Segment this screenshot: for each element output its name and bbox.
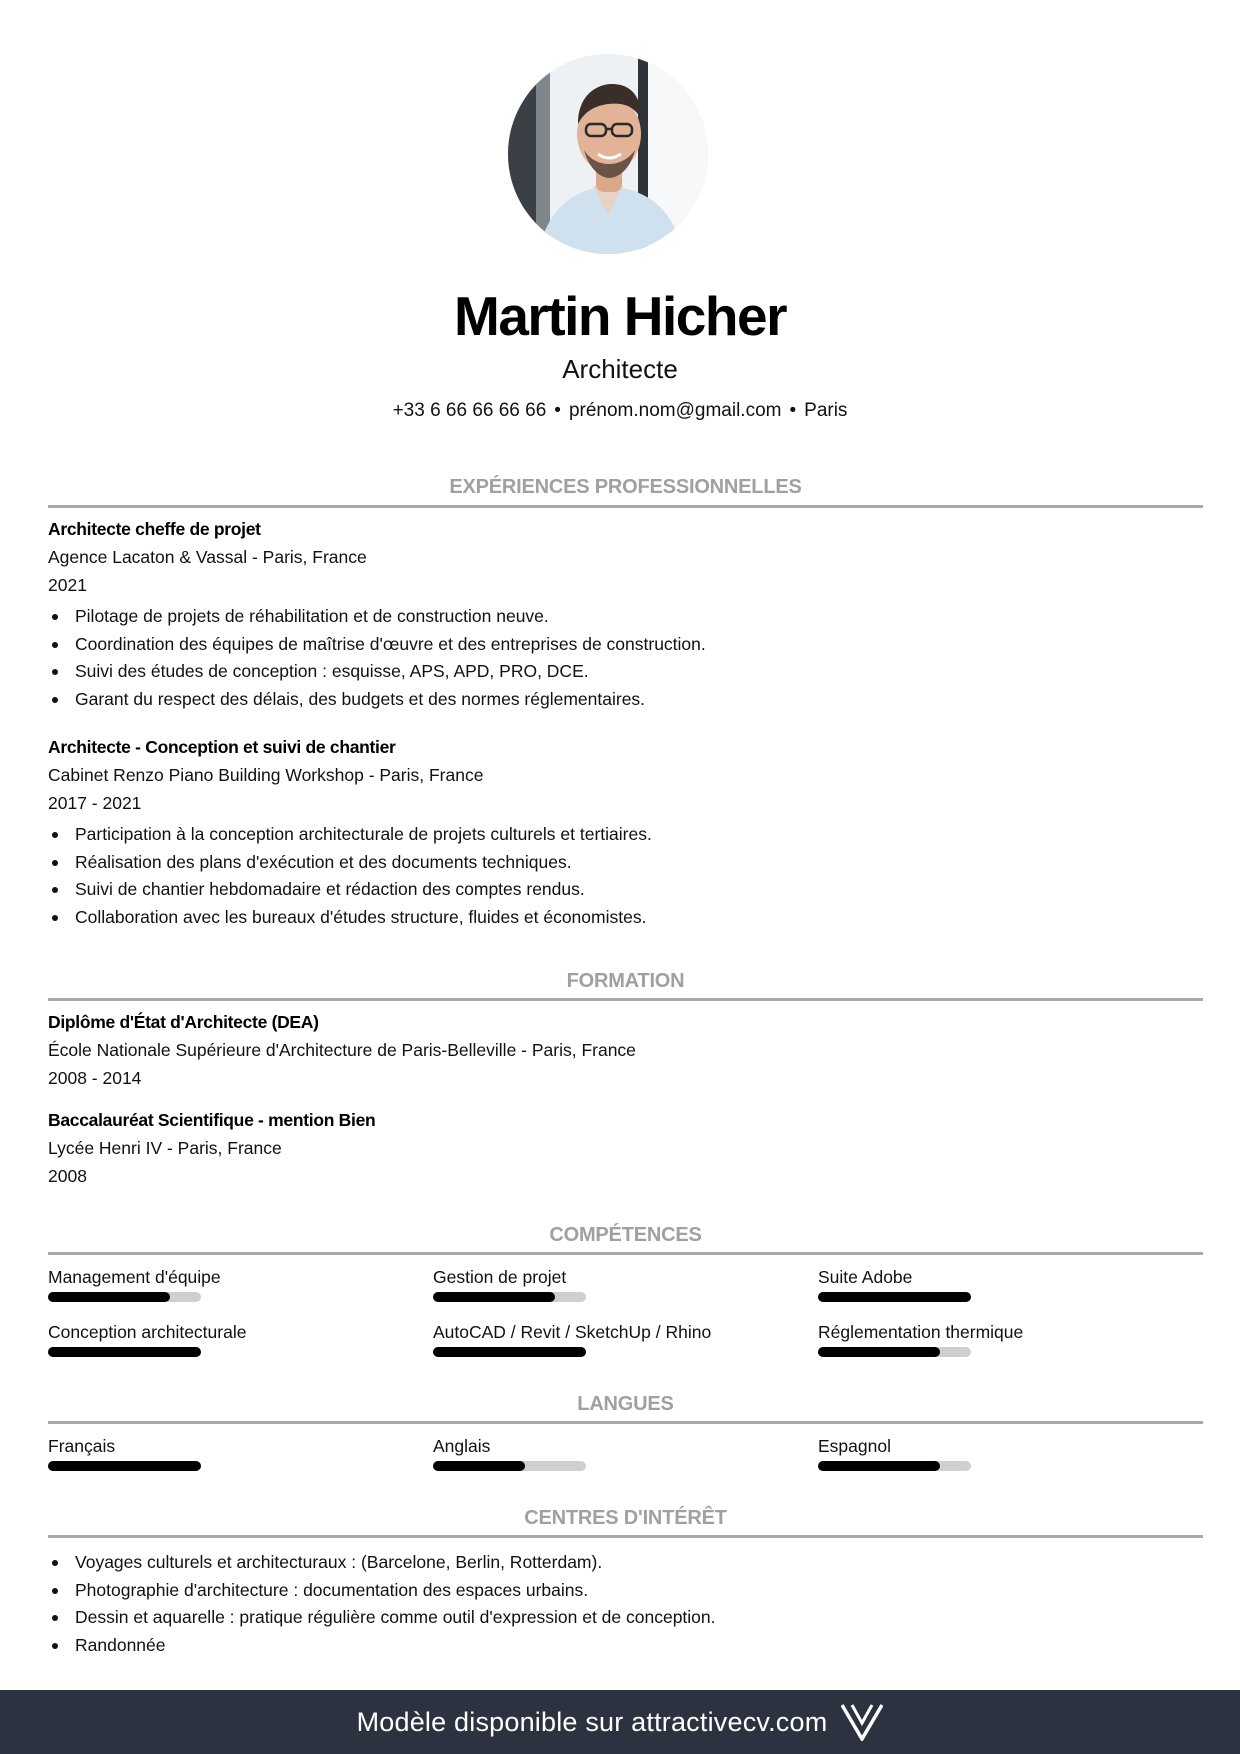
language-level-fill xyxy=(48,1461,201,1471)
section-divider xyxy=(48,1252,1203,1255)
skill-level-bar xyxy=(818,1292,971,1302)
skill-level-fill xyxy=(818,1292,971,1302)
list-item: Voyages culturels et architecturaux : (Barcelone, Berlin, Rotterdam). xyxy=(48,1549,1203,1577)
skill-item xyxy=(433,1265,586,1302)
skill-level-fill xyxy=(433,1347,586,1357)
experience-dates: 2017 - 2021 xyxy=(48,793,142,813)
education-school: Lycée Henri IV - Paris, France xyxy=(48,1138,282,1158)
candidate-name: Martin Hicher xyxy=(454,285,786,347)
language-label: Espagnol xyxy=(818,1436,891,1456)
language-level-bar xyxy=(818,1461,971,1471)
experience-entry xyxy=(48,733,1203,931)
skill-item xyxy=(433,1320,711,1357)
language-level-bar xyxy=(433,1461,586,1471)
list-item: Randonnée xyxy=(48,1632,1203,1660)
skill-label: Management d'équipe xyxy=(48,1267,221,1287)
section-title-skills: COMPÉTENCES xyxy=(549,1224,702,1246)
experience-dates: 2021 xyxy=(48,575,87,595)
attractivecv-logo-icon xyxy=(841,1703,883,1741)
skill-level-bar xyxy=(433,1347,586,1357)
separator-dot: • xyxy=(554,400,561,421)
list-item: Participation à la conception architecturale de projets culturels et tertiaires. xyxy=(48,821,1203,849)
education-entry xyxy=(48,1008,1203,1092)
section-divider xyxy=(48,998,1203,1001)
experience-title: Architecte - Conception et suivi de chantier xyxy=(48,737,396,757)
skill-label: AutoCAD / Revit / SketchUp / Rhino xyxy=(433,1322,712,1342)
list-item: Photographie d'architecture : documentation des espaces urbains. xyxy=(48,1577,1203,1605)
skill-level-fill xyxy=(48,1347,201,1357)
skill-label: Gestion de projet xyxy=(433,1267,567,1287)
skill-level-fill xyxy=(818,1347,940,1357)
language-level-fill xyxy=(433,1461,525,1471)
list-item: Garant du respect des délais, des budgets et des normes réglementaires. xyxy=(48,686,1203,714)
list-item: Dessin et aquarelle : pratique régulière comme outil d'expression et de conception. xyxy=(48,1604,1203,1632)
phone-number: +33 6 66 66 66 66 xyxy=(392,400,547,421)
list-item: Pilotage de projets de réhabilitation et de construction neuve. xyxy=(48,603,1203,631)
education-school: École Nationale Supérieure d'Architecture de Paris-Belleville - Paris, France xyxy=(48,1040,636,1060)
education-dates: 2008 xyxy=(48,1166,87,1186)
list-item: Collaboration avec les bureaux d'études structure, fluides et économistes. xyxy=(48,904,1203,932)
footer-link-text[interactable]: Modèle disponible sur attractivecv.com xyxy=(356,1706,828,1737)
skill-label: Réglementation thermique xyxy=(818,1322,1024,1342)
language-label: Français xyxy=(48,1436,116,1456)
experience-bullets xyxy=(48,821,1203,931)
skill-item xyxy=(48,1320,246,1357)
skill-level-fill xyxy=(48,1292,170,1302)
section-title-experience: EXPÉRIENCES PROFESSIONNELLES xyxy=(449,476,802,498)
education-dates: 2008 - 2014 xyxy=(48,1068,142,1088)
experience-title: Architecte cheffe de projet xyxy=(48,519,261,539)
list-item: Coordination des équipes de maîtrise d'œuvre et des entreprises de construction. xyxy=(48,631,1203,659)
section-title-interests: CENTRES D'INTÉRÊT xyxy=(524,1507,727,1529)
skill-level-bar xyxy=(818,1347,971,1357)
education-entry xyxy=(48,1106,1203,1190)
contact-line xyxy=(0,400,1240,422)
section-divider xyxy=(48,1535,1203,1538)
experience-company: Agence Lacaton & Vassal - Paris, France xyxy=(48,547,367,567)
list-item: Suivi de chantier hebdomadaire et rédaction des comptes rendus. xyxy=(48,876,1203,904)
skill-level-bar xyxy=(48,1347,201,1357)
section-title-education: FORMATION xyxy=(566,970,685,992)
language-item xyxy=(433,1434,586,1471)
interests-list-wrapper xyxy=(48,1545,1203,1659)
portrait-image xyxy=(508,54,708,254)
skill-level-fill xyxy=(433,1292,555,1302)
language-level-fill xyxy=(818,1461,940,1471)
footer-banner[interactable] xyxy=(0,1690,1240,1754)
skill-label: Suite Adobe xyxy=(818,1267,913,1287)
language-item xyxy=(818,1434,971,1471)
profile-photo xyxy=(508,54,708,254)
experience-entry xyxy=(48,515,1203,713)
interests-list xyxy=(48,1549,1203,1659)
skill-item xyxy=(818,1265,971,1302)
language-label: Anglais xyxy=(433,1436,491,1456)
city: Paris xyxy=(804,400,848,421)
separator-dot: • xyxy=(789,400,797,421)
email-address: prénom.nom@gmail.com xyxy=(568,400,782,421)
list-item: Suivi des études de conception : esquisse, APS, APD, PRO, DCE. xyxy=(48,658,1203,686)
language-item xyxy=(48,1434,201,1471)
job-title: Architecte xyxy=(562,354,678,384)
section-divider xyxy=(48,505,1203,508)
skill-item xyxy=(48,1265,221,1302)
skill-level-bar xyxy=(433,1292,586,1302)
list-item: Réalisation des plans d'exécution et des documents techniques. xyxy=(48,849,1203,877)
skill-item xyxy=(818,1320,1023,1357)
section-divider xyxy=(48,1421,1203,1424)
skill-label: Conception architecturale xyxy=(48,1322,247,1342)
experience-company: Cabinet Renzo Piano Building Workshop - Paris, France xyxy=(48,765,484,785)
language-level-bar xyxy=(48,1461,201,1471)
skill-level-bar xyxy=(48,1292,201,1302)
section-title-languages: LANGUES xyxy=(577,1393,674,1415)
education-title: Baccalauréat Scientifique - mention Bien xyxy=(48,1110,376,1130)
experience-bullets xyxy=(48,603,1203,713)
education-title: Diplôme d'État d'Architecte (DEA) xyxy=(48,1012,319,1032)
